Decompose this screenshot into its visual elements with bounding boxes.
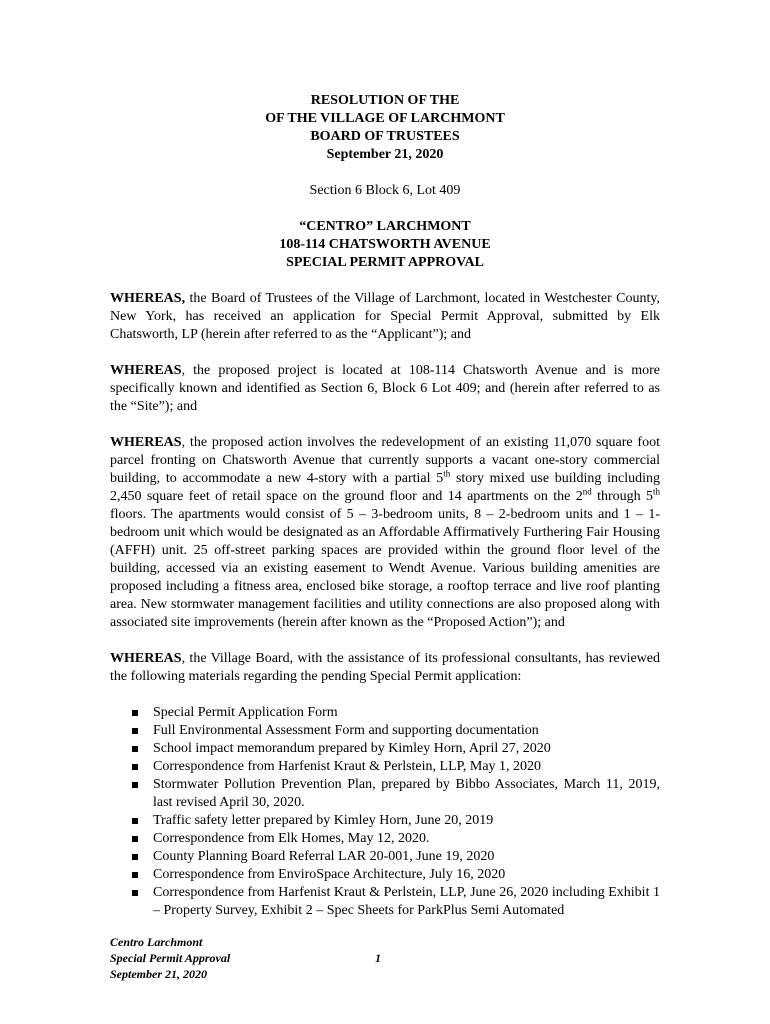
whereas-paragraph-3 bbox=[110, 434, 660, 632]
whereas-lead: WHEREAS bbox=[110, 363, 182, 378]
whereas-text: the Board of Trustees of the Village of Larchmont, located in Westchester County, New York, has received an application for Special Permit Approval, submitted by Elk Chatsworth, LP (herein after referred to as the “Applicant”); and bbox=[110, 291, 660, 342]
bullet-icon bbox=[132, 710, 138, 716]
document-body bbox=[110, 92, 660, 920]
bullet-icon bbox=[132, 836, 138, 842]
title-line-2: OF THE VILLAGE OF LARCHMONT bbox=[265, 111, 505, 126]
superscript: nd bbox=[582, 486, 592, 497]
title-date: September 21, 2020 bbox=[326, 147, 444, 162]
list-item: School impact memorandum prepared by Kimley Horn, April 27, 2020 bbox=[132, 740, 660, 758]
list-item: County Planning Board Referral LAR 20-001, June 19, 2020 bbox=[132, 848, 660, 866]
list-item: Traffic safety letter prepared by Kimley Horn, June 20, 2019 bbox=[132, 812, 660, 830]
whereas-lead: WHEREAS bbox=[110, 651, 182, 666]
list-item: Correspondence from Harfenist Kraut & Perlstein, LLP, May 1, 2020 bbox=[132, 758, 660, 776]
footer-line-3: September 21, 2020 bbox=[110, 967, 207, 981]
bullet-icon bbox=[132, 782, 138, 788]
title-line-1: RESOLUTION OF THE bbox=[310, 93, 460, 108]
whereas-lead: WHEREAS, bbox=[110, 291, 186, 306]
footer-line-2: Special Permit Approval bbox=[110, 951, 231, 965]
page-number: 1 bbox=[375, 951, 381, 965]
list-item: Stormwater Pollution Prevention Plan, prepared by Bibbo Associates, March 11, 2019, last revised April 30, 2020. bbox=[132, 776, 660, 812]
whereas-lead: WHEREAS bbox=[110, 435, 182, 450]
project-name: “CENTRO” LARCHMONT bbox=[299, 219, 471, 234]
bullet-icon bbox=[132, 728, 138, 734]
whereas-text: story mixed use building including 2,450 square feet of retail space on the ground floor and 14 apartments on the 2 bbox=[110, 471, 660, 504]
list-item: Correspondence from Harfenist Kraut & Perlstein, LLP, June 26, 2020 including Exhibit 1 – Property Survey, Exhibit 2 – Spec Sheets for ParkPlus Semi Automated bbox=[132, 884, 660, 920]
footer-line-1: Centro Larchmont bbox=[110, 935, 203, 949]
project-approval-type: SPECIAL PERMIT APPROVAL bbox=[286, 255, 484, 270]
bullet-icon bbox=[132, 818, 138, 824]
list-item: Correspondence from Elk Homes, May 12, 2020. bbox=[132, 830, 660, 848]
whereas-paragraph-1 bbox=[110, 290, 660, 344]
whereas-text: , the proposed project is located at 108-114 Chatsworth Avenue and is more specifically known and identified as Section 6, Block 6 Lot 409; and (herein after referred to as the “Site”); and bbox=[110, 363, 660, 414]
whereas-paragraph-4 bbox=[110, 650, 660, 686]
superscript: th bbox=[443, 468, 451, 479]
list-item: Correspondence from EnviroSpace Architecture, July 16, 2020 bbox=[132, 866, 660, 884]
bullet-icon bbox=[132, 854, 138, 860]
title-line-3: BOARD OF TRUSTEES bbox=[310, 129, 460, 144]
bullet-icon bbox=[132, 764, 138, 770]
superscript: th bbox=[652, 486, 660, 497]
whereas-text: through 5 bbox=[591, 489, 653, 504]
whereas-text: floors. The apartments would consist of 5 – 3-bedroom units, 8 – 2-bedroom units and 1 – 1-bedroom unit which would be designated as an Affordable Affirmatively Furthering Fair Housing (AFFH) unit. 25 off-street parking spaces are provided within the ground floor level of the building, accessed via an existing easement to Wendt Avenue. Various building amenities are proposed including a fitness area, enclosed bike storage, a rooftop terrace and live roof planting area. New stormwater management facilities and utility connections are also proposed along with associated site improvements (herein after known as the “Proposed Action”); and bbox=[110, 507, 660, 630]
list-item: Full Environmental Assessment Form and supporting documentation bbox=[132, 722, 660, 740]
whereas-paragraph-2 bbox=[110, 362, 660, 416]
whereas-text: , the Village Board, with the assistance of its professional consultants, has reviewed the following materials regarding the pending Special Permit application: bbox=[110, 651, 660, 684]
bullet-icon bbox=[132, 872, 138, 878]
materials-list bbox=[110, 704, 660, 920]
bullet-icon bbox=[132, 890, 138, 896]
project-address: 108-114 CHATSWORTH AVENUE bbox=[279, 237, 491, 252]
bullet-icon bbox=[132, 746, 138, 752]
whereas-text: , the proposed action involves the redevelopment of an existing 11,070 square foot parcel fronting on Chatsworth Avenue that currently supports a vacant one-story commercial building, to accommodate a new 4-story with a partial 5 bbox=[110, 435, 660, 486]
page-footer bbox=[110, 934, 670, 982]
list-item: Special Permit Application Form bbox=[132, 704, 660, 722]
section-block-lot: Section 6 Block 6, Lot 409 bbox=[309, 183, 461, 198]
